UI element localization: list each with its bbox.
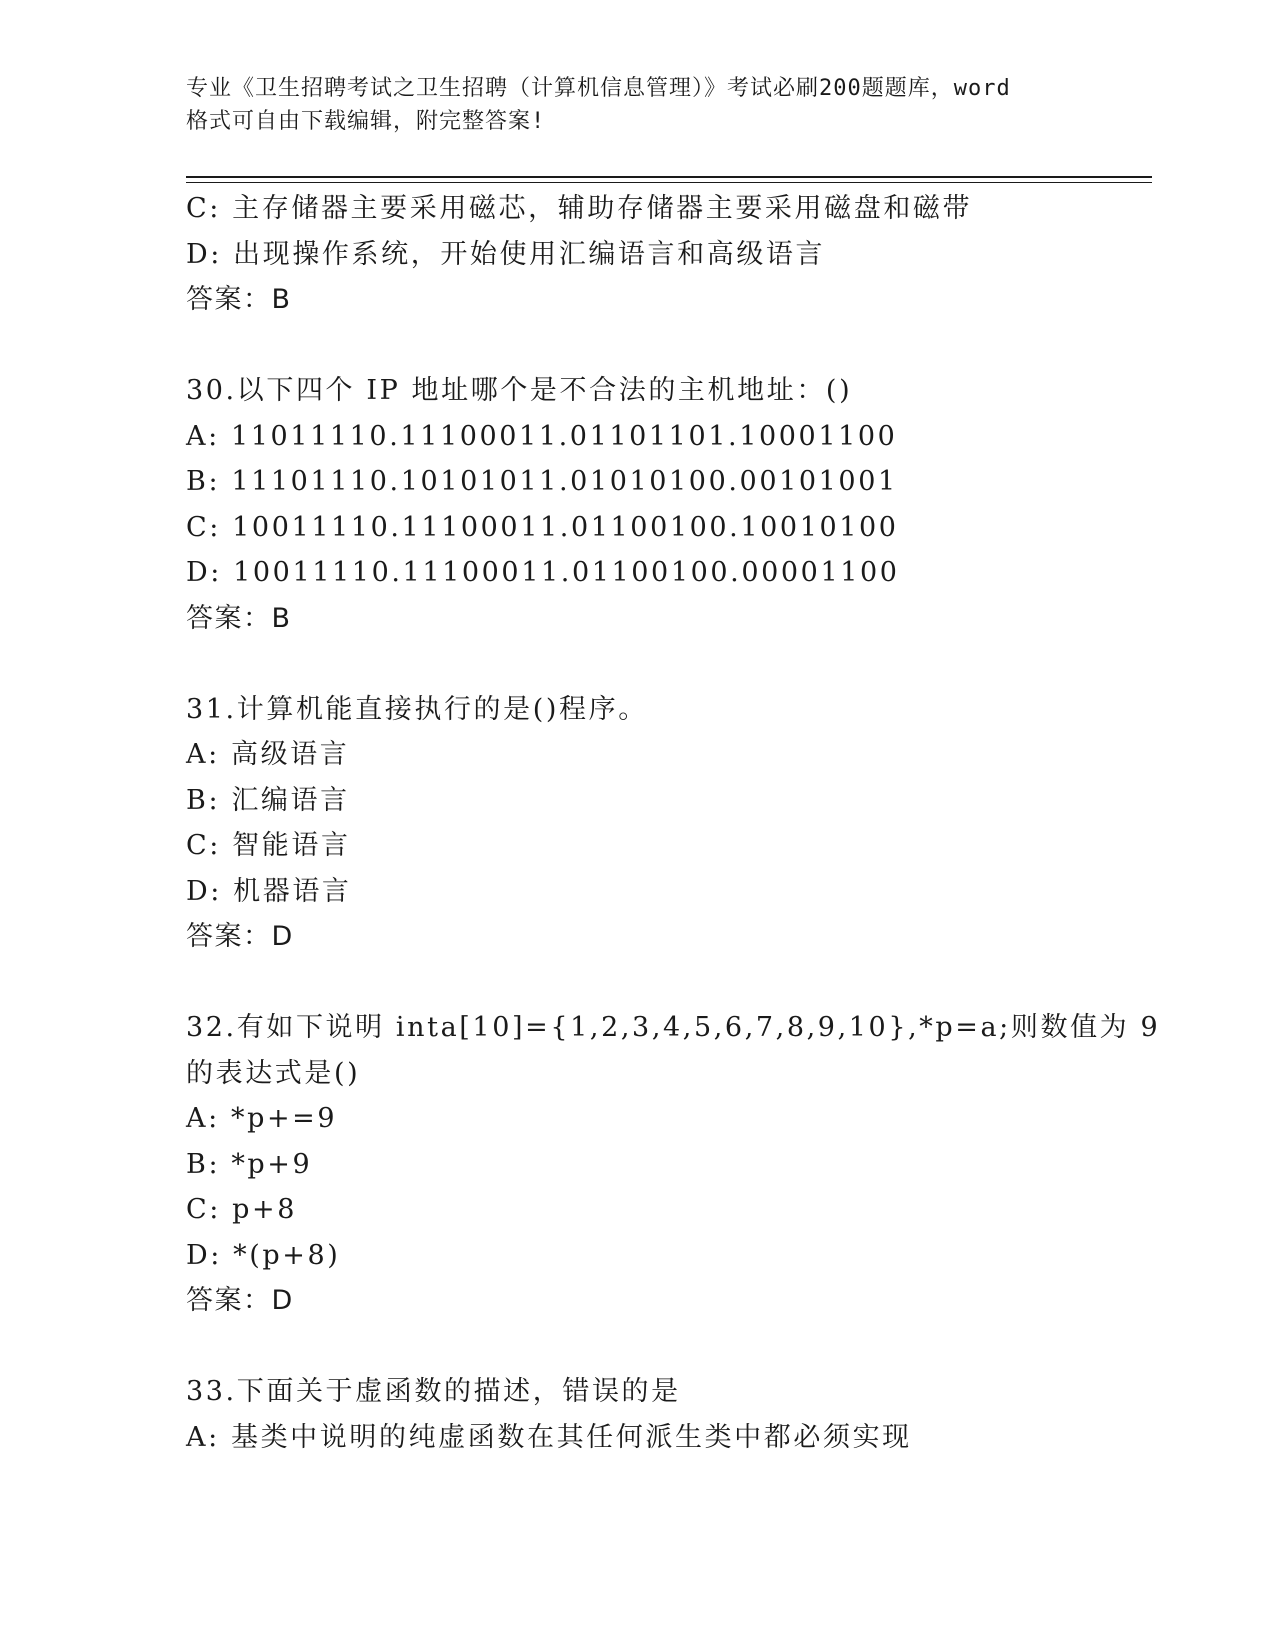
question-31 bbox=[186, 687, 1152, 960]
option-c: C: 智能语言 bbox=[186, 830, 351, 861]
option-c: C: 主存储器主要采用磁芯，辅助存储器主要采用磁盘和磁带 bbox=[186, 193, 973, 224]
option-c: C: 10011110.11100011.01100100.10010100 bbox=[186, 511, 899, 543]
question-stem-line-1: 32.有如下说明 inta[10]={1,2,3,4,5,6,7,8,9,10},*p=a;则数值为 9 bbox=[186, 1012, 1161, 1043]
spacer bbox=[186, 1324, 1152, 1370]
question-33 bbox=[186, 1369, 1152, 1460]
question-stem: 31.计算机能直接执行的是()程序。 bbox=[186, 693, 648, 725]
question-32 bbox=[186, 1005, 1161, 1324]
question-stem-line-2: 的表达式是() bbox=[186, 1057, 361, 1089]
spacer bbox=[186, 960, 1152, 1006]
answer-line: 答案：D bbox=[186, 921, 294, 952]
spacer bbox=[186, 641, 1152, 687]
question-30 bbox=[186, 368, 1152, 641]
header-divider-thick bbox=[186, 176, 1152, 178]
option-d: D: *(p+8) bbox=[186, 1239, 341, 1271]
answer-line: 答案：D bbox=[186, 1285, 294, 1316]
option-a: A: 基类中说明的纯虚函数在其任何派生类中都必须实现 bbox=[186, 1421, 912, 1453]
header-title-line-2: 格式可自由下载编辑，附完整答案! bbox=[186, 109, 546, 134]
option-b: B: *p+9 bbox=[186, 1148, 313, 1180]
option-c: C: p+8 bbox=[186, 1194, 298, 1225]
option-a: A: 11011110.11100011.01101101.10001100 bbox=[186, 420, 898, 452]
option-b: B: 汇编语言 bbox=[186, 784, 350, 816]
option-d: D: 出现操作系统，开始使用汇编语言和高级语言 bbox=[186, 238, 826, 270]
option-d: D: 10011110.11100011.01100100.00001100 bbox=[186, 557, 900, 588]
header-title-line-1: 专业《卫生招聘考试之卫生招聘（计算机信息管理）》考试必刷200题题库，word bbox=[186, 76, 1011, 101]
answer-line: 答案：B bbox=[186, 284, 292, 315]
question-29-tail bbox=[186, 186, 1152, 323]
option-d: D: 机器语言 bbox=[186, 875, 352, 907]
question-stem: 30.以下四个 IP 地址哪个是不合法的主机地址：() bbox=[186, 375, 853, 406]
spacer bbox=[186, 323, 1152, 369]
header-divider-thin bbox=[186, 182, 1152, 183]
option-b: B: 11101110.10101011.01010100.00101001 bbox=[186, 466, 898, 497]
answer-line: 答案：B bbox=[186, 602, 292, 634]
question-stem: 33.下面关于虚函数的描述，错误的是 bbox=[186, 1376, 681, 1407]
option-a: A: 高级语言 bbox=[186, 739, 350, 770]
option-a: A: *p+=9 bbox=[186, 1103, 338, 1134]
question-list bbox=[186, 186, 1161, 1460]
document-header bbox=[186, 72, 1086, 138]
